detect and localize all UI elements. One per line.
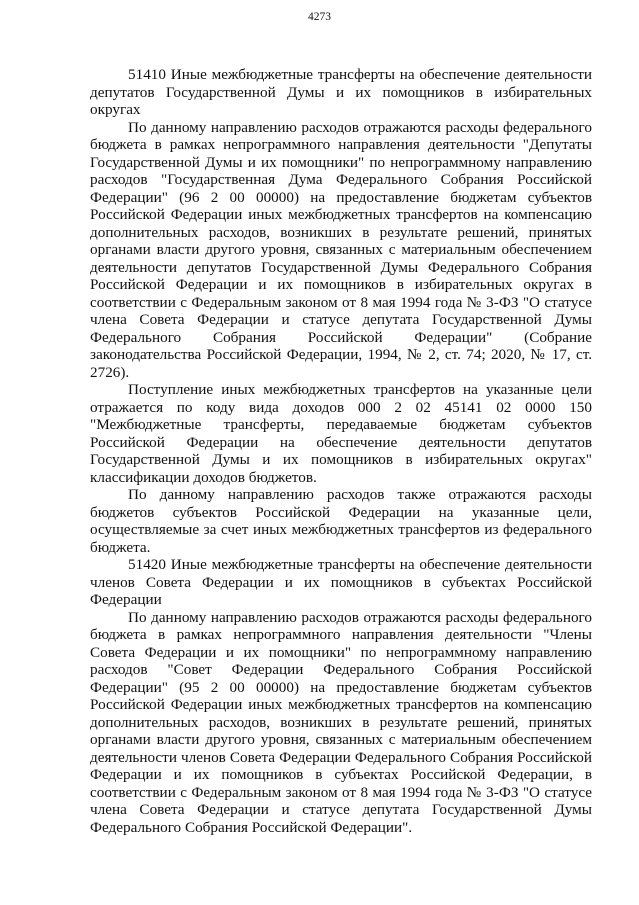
page-number: 4273 [308,11,331,23]
document-body [90,66,592,836]
paragraph-51410-description: По данному направлению расходов отражаются расходы федерального бюджета в рамках непрограммного направления деятельности "Депутаты Государственной Думы и их помощники" по непрограммному направлению расходов "Государственная Дума Федерального Собрания Российской Федерации" (96 2 00 00000) на предоставление бюджетам субъектов Российской Федерации иных межбюджетных трансфертов на компенсацию дополнительных расходов, возникших в результате решений, принятых органами власти другого уровня, связанных с материальным обеспечением деятельности депутатов Государственной Думы Федерального Собрания Российской Федерации и их помощников в избирательных округах в соответствии с Федеральным законом от 8 мая 1994 года № 3-ФЗ "О статусе члена Совета Федерации и статусе депутата Государственной Думы Федерального Собрания Российской Федерации" (Собрание законодательства Российской Федерации, 1994, № 2, ст. 74; 2020, № 17, ст. 2726). [90,118,592,381]
paragraph-51410-income-code: Поступление иных межбюджетных трансфертов на указанные цели отражается по коду вида доходов 000 2 02 45141 02 0000 150 "Межбюджетные трансферты, передаваемые бюджетам субъектов Российской Федерации на обеспечение деятельности депутатов Государственной Думы и их помощников в избирательных округах" классификации доходов бюджетов. [90,381,592,486]
paragraph-51410-regional-expenses: По данному направлению расходов также отражаются расходы бюджетов субъектов Российской Федерации на указанные цели, осуществляемые за счет иных межбюджетных трансфертов из федерального бюджета. [90,486,592,556]
paragraph-51420-description: По данному направлению расходов отражаются расходы федерального бюджета в рамках непрограммного направления деятельности "Члены Совета Федерации и их помощники" по непрограммному направлению расходов "Совет Федерации Федерального Собрания Российской Федерации" (95 2 00 00000) на предоставление бюджетам субъектов Российской Федерации иных межбюджетных трансфертов на компенсацию дополнительных расходов, возникших в результате решений, принятых органами власти другого уровня, связанных с материальным обеспечением деятельности членов Совета Федерации Федерального Собрания Российской Федерации и их помощников в субъектах Российской Федерации, в соответствии с Федеральным законом от 8 мая 1994 года № 3-ФЗ "О статусе члена Совета Федерации и статусе депутата Государственной Думы Федерального Собрания Российской Федерации". [90,608,592,836]
section-heading-51410: 51410 Иные межбюджетные трансферты на обеспечение деятельности депутатов Государственной Думы и их помощников в избирательных округах [90,66,592,118]
section-heading-51420: 51420 Иные межбюджетные трансферты на обеспечение деятельности членов Совета Федерации и их помощников в субъектах Российской Федерации [90,556,592,608]
